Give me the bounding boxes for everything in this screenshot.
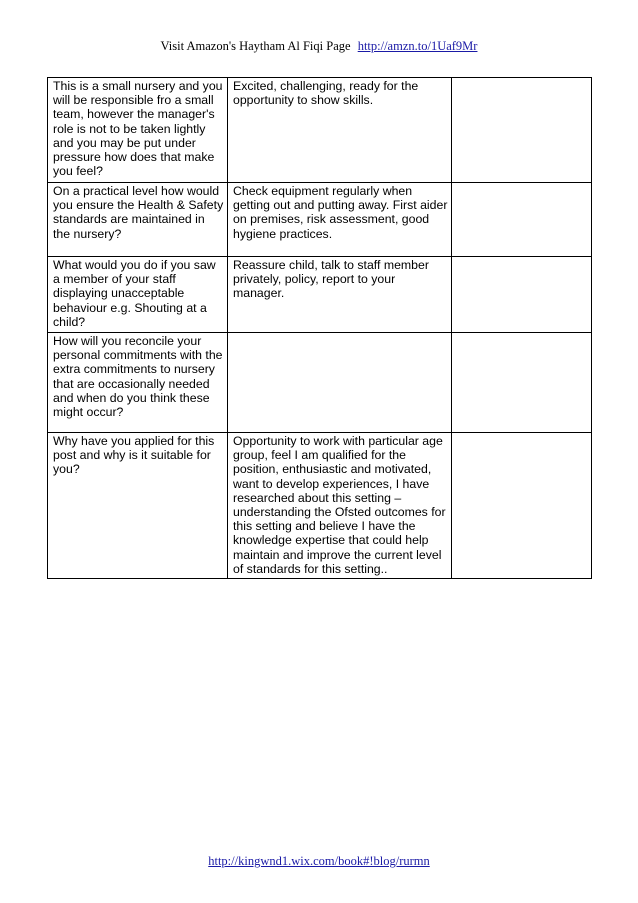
question-cell (48, 433, 228, 579)
header-text: Visit Amazon's Haytham Al Fiqi Page (160, 39, 351, 53)
question-text: Why have you applied for this post and why is it suitable for you? (53, 434, 215, 477)
question-text: What would you do if you saw a member of your staff displaying unacceptable behaviour e.g. Shouting at a child? (53, 258, 216, 329)
question-text: This is a small nursery and you will be responsible fro a small team, however the manager's role is not to be taken lightly and you may be put under pressure how does that make you feel? (53, 79, 223, 179)
question-cell (48, 257, 228, 333)
answer-cell (228, 433, 452, 579)
blog-link[interactable]: http://kingwnd1.wix.com/book#!blog/rurmn (208, 854, 430, 868)
notes-text (457, 433, 588, 434)
answer-text: Excited, challenging, ready for the opportunity to show skills. (233, 79, 419, 108)
notes-cell (452, 333, 592, 433)
notes-text (457, 78, 588, 79)
notes-text (457, 183, 588, 184)
answer-text (233, 333, 448, 334)
notes-cell (452, 183, 592, 257)
answer-cell (228, 78, 452, 183)
page-header (0, 38, 638, 54)
table-row (48, 433, 592, 579)
table-row (48, 333, 592, 433)
question-cell (48, 78, 228, 183)
table-row (48, 257, 592, 333)
notes-cell (452, 433, 592, 579)
answer-cell (228, 183, 452, 257)
table-row (48, 183, 592, 257)
amazon-link[interactable]: http://amzn.to/1Uaf9Mr (357, 39, 478, 53)
answer-text: Check equipment regularly when getting out and putting away. First aider on premises, risk assessment, good hygiene practices. (233, 184, 448, 241)
question-text: On a practical level how would you ensure the Health & Safety standards are maintained in the nursery? (53, 184, 224, 241)
notes-cell (452, 257, 592, 333)
notes-text (457, 257, 588, 258)
notes-text (457, 333, 588, 334)
answer-text: Reassure child, talk to staff member privately, policy, report to your manager. (233, 258, 429, 301)
question-cell (48, 333, 228, 433)
table-row (48, 78, 592, 183)
answer-cell (228, 333, 452, 433)
interview-questions-table (47, 77, 592, 579)
answer-cell (228, 257, 452, 333)
question-text: How will you reconcile your personal commitments with the extra commitments to nursery that are occasionally needed and when do you think these might occur? (53, 334, 223, 420)
question-cell (48, 183, 228, 257)
answer-text: Opportunity to work with particular age group, feel I am qualified for the position, enthusiastic and motivated, want to develop experiences, I have researched about this setting – understanding the Ofsted outcomes for this setting and believe I have the knowledge expertise that could help maintain and improve the current level of standards for this setting.. (233, 434, 446, 576)
notes-cell (452, 78, 592, 183)
